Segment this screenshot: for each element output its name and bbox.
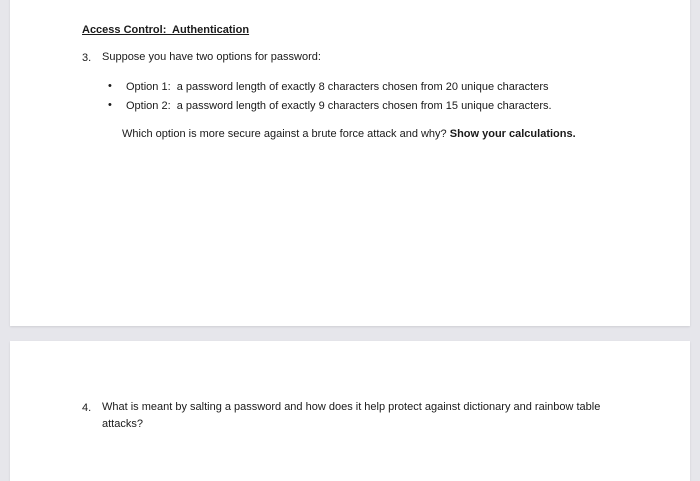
question-3-prompt [122, 128, 576, 140]
option-1-text: Option 1: a password length of exactly 8 characters chosen from 20 unique characters [126, 81, 549, 93]
question-3-prompt-text: Which option is more secure against a brute force attack and why? [122, 128, 447, 140]
question-4-number: 4. [82, 402, 92, 414]
document-page-1 [10, 0, 690, 326]
show-calculations-emphasis: Show your calculations. [449, 128, 576, 140]
document-page-2 [10, 341, 690, 481]
option-2-text: Option 2: a password length of exactly 9 characters chosen from 15 unique characters. [126, 100, 552, 112]
question-3-number: 3. [82, 52, 92, 64]
bullet-dot-2: • [108, 99, 112, 111]
question-4-text: What is meant by salting a password and how does it help protect against dictionary and rainbow table attacks? [102, 401, 601, 430]
bullet-dot-1: • [108, 80, 112, 92]
question-3-text: Suppose you have two options for password: [102, 51, 321, 63]
section-heading: Access Control: Authentication [82, 24, 250, 36]
